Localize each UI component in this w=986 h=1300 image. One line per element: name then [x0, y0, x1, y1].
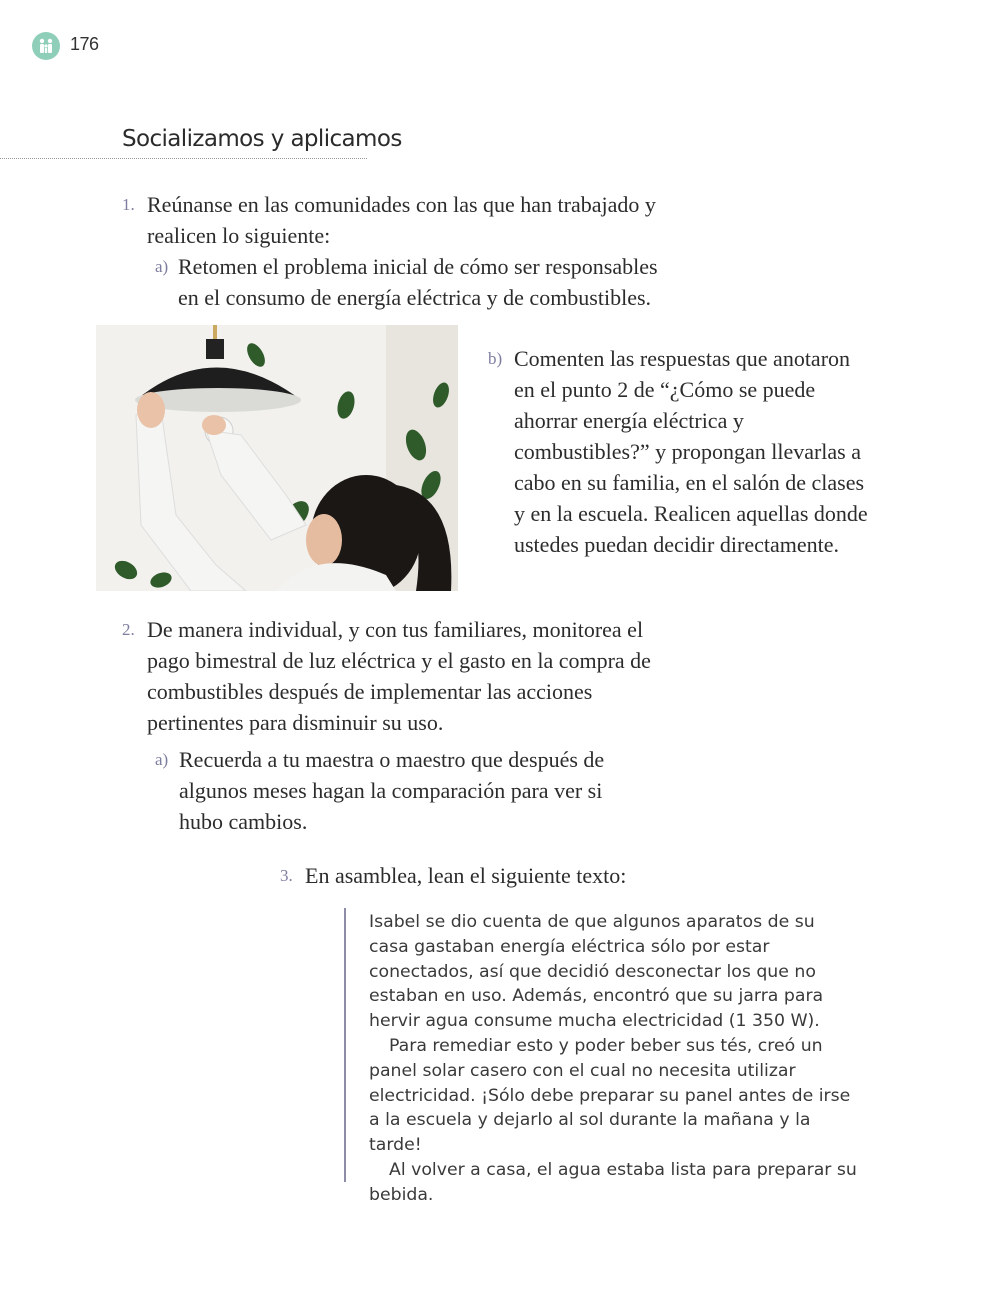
- family-icon: [32, 32, 60, 60]
- title-underline: [0, 158, 367, 159]
- item-text: Recuerda a tu maestra o maestro que después de algunos meses hagan la comparación para ver si hubo cambios.: [179, 747, 605, 834]
- reading-paragraph: Para remediar esto y poder beber sus tés, creó un panel solar casero con el cual no necesita utilizar electricidad. ¡Sólo debe preparar su panel antes de irse a la escuela y dejarlo al sol durante la mañana y la tarde!: [369, 1035, 851, 1156]
- woman-changing-lightbulb-photo: [96, 325, 458, 591]
- item-letter: b): [488, 349, 503, 368]
- item-number: 2.: [122, 620, 135, 639]
- item-number: 1.: [122, 195, 135, 214]
- activity-item-1: [122, 189, 682, 251]
- activity-item-2a: [155, 744, 635, 837]
- reading-text: [369, 910, 859, 1208]
- activity-item-2: [122, 614, 662, 738]
- item-number: 3.: [280, 866, 293, 885]
- page-number: 176: [70, 34, 99, 54]
- item-letter: a): [155, 750, 169, 769]
- item-text: Retomen el problema inicial de cómo ser responsables en el consumo de energía eléctrica y de combustibles.: [178, 254, 658, 310]
- item-text: De manera individual, y con tus familiares, monitorea el pago bimestral de luz eléctrica y el gasto en la compra de combustibles después de implementar las acciones pertinentes para disminuir su uso.: [147, 617, 651, 735]
- item-letter: a): [155, 257, 169, 276]
- item-text: En asamblea, lean el siguiente texto:: [305, 863, 627, 888]
- item-text: Comenten las respuestas que anotaron en el punto 2 de “¿Cómo se puede ahorrar energía eléctrica y combustibles?” y propongan llevarlas a cabo en su familia, en el salón de clases y en la escuela. Realicen aquellas donde ustedes puedan decidir directamente.: [514, 346, 868, 557]
- activity-item-1a: [155, 251, 675, 313]
- item-text: Reúnanse en las comunidades con las que han trabajado y realicen lo siguiente:: [147, 192, 656, 248]
- activity-item-1b: [488, 343, 868, 560]
- quote-bar: [344, 908, 346, 1182]
- reading-paragraph: Isabel se dio cuenta de que algunos aparatos de su casa gastaban energía eléctrica sólo por estar conectados, así que decidió desconectar los que no estaban en uso. Además, encontró que su jarra para hervir agua consume mucha electricidad (1 350 W).: [369, 912, 824, 1032]
- reading-paragraph: Al volver a casa, el agua estaba lista para preparar su bebida.: [369, 1159, 857, 1205]
- section-title: Socializamos y aplicamos: [122, 126, 402, 152]
- activity-item-3: [280, 860, 700, 891]
